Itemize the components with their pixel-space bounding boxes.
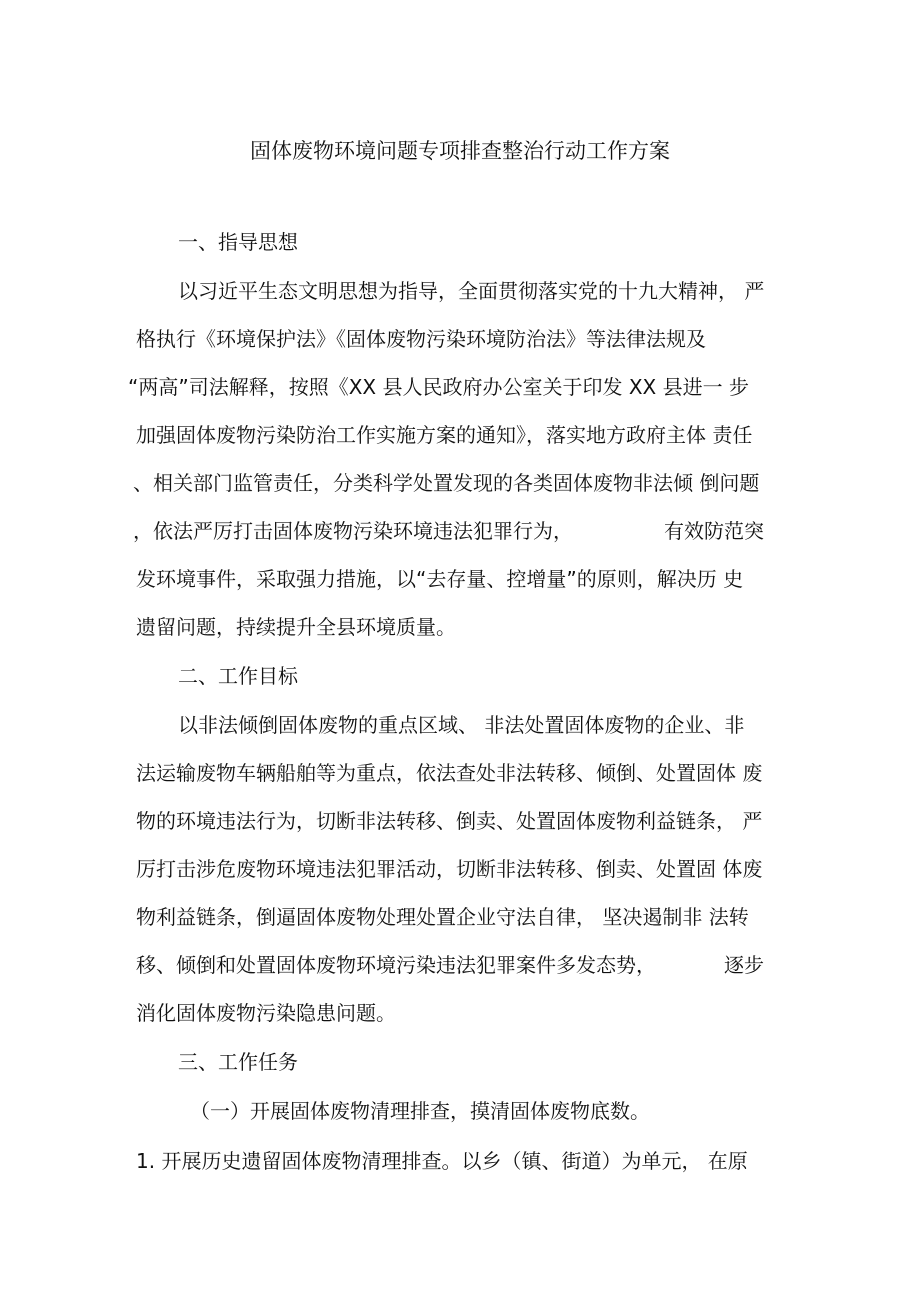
section-heading-guiding-ideology: 一、指导思想 — [178, 230, 298, 254]
numbered-item: 1. 开展历史遗留固体废物清理排查。以乡（镇、街道）为单元， 在原 — [136, 1149, 748, 1173]
paragraph-line: 加强固体废物污染防治工作实施方案的通知》，落实地方政府主体 责任 — [136, 423, 753, 447]
paragraph-line: 以习近平生态文明思想为指导，全面贯彻落实党的十九大精神， 严 — [178, 279, 765, 303]
subsection-heading: （一）开展固体废物清理排查，摸清固体废物底数。 — [190, 1099, 650, 1123]
paragraph-line: ，依法严厉打击固体废物污染环境违法犯罪行为， — [133, 519, 573, 543]
paragraph-line: 法运输废物车辆船舶等为重点，依法查处非法转移、倾倒、处置固体 废 — [136, 761, 763, 785]
paragraph-line: 消化固体废物污染隐患问题。 — [136, 1001, 396, 1025]
section-heading-work-goals: 二、工作目标 — [178, 664, 298, 688]
paragraph-line: 移、倾倒和处置固体废物环境污染违法犯罪案件多发态势， — [136, 953, 656, 977]
paragraph-line: 物利益链条，倒逼固体废物处理处置企业守法自律， 坚决遏制非 法转 — [136, 905, 749, 929]
paragraph-line: 厉打击涉危废物环境违法犯罪活动，切断非法转移、倒卖、处置固 体废 — [136, 857, 763, 881]
section-heading-work-tasks: 三、工作任务 — [178, 1050, 298, 1074]
paragraph-line: 发环境事件，采取强力措施，以“去存量、控增量”的原则，解决历 史 — [136, 567, 744, 591]
paragraph-line: 物的环境违法行为，切断非法转移、倒卖、处置固体废物利益链条， 严 — [136, 809, 763, 833]
paragraph-line-fragment: 有效防范突 — [664, 519, 764, 543]
paragraph-line: 、相关部门监管责任，分类科学处置发现的各类固体废物非法倾 倒问题 — [133, 471, 760, 495]
paragraph-line: 以非法倾倒固体废物的重点区域、 非法处置固体废物的企业、非 — [178, 713, 745, 737]
paragraph-line-fragment: 逐步 — [724, 953, 764, 977]
paragraph-line: 遗留问题，持续提升全县环境质量。 — [136, 615, 456, 639]
paragraph-line: 格执行《环境保护法》《固体废物污染环境防治法》等法律法规及 — [136, 327, 706, 351]
paragraph-line: “两高”司法解释，按照《XX 县人民政府办公室关于印发 XX 县进一 步 — [128, 375, 749, 399]
document-title: 固体废物环境问题专项排查整治行动工作方案 — [250, 139, 670, 163]
